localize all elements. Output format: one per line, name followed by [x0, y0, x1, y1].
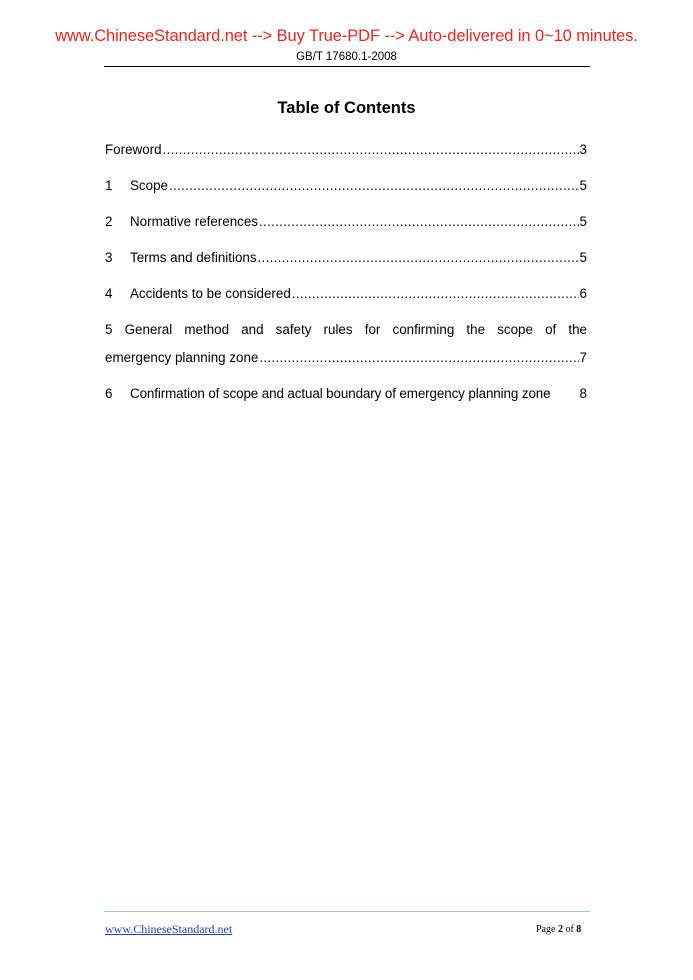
toc-word: the [466, 322, 486, 337]
toc-entry-label: Foreword [105, 142, 162, 157]
dot-leader [163, 142, 579, 157]
toc-word: scope [497, 322, 533, 337]
toc-entry-label: Normative references [130, 214, 259, 229]
footer-website-link[interactable]: www.ChineseStandard.net [105, 922, 233, 936]
toc-entry-page: 7 [579, 350, 587, 365]
toc-entry-number: 5 [105, 322, 113, 337]
toc-entry-normative-references[interactable] [105, 214, 587, 232]
toc-title: Table of Contents [277, 99, 416, 117]
toc-entry-line-1 [105, 322, 587, 340]
toc-word: the [568, 322, 587, 337]
page-total: 8 [576, 924, 582, 935]
toc-word: General [124, 322, 173, 337]
toc-word: for [364, 322, 381, 337]
toc-word: rules [323, 322, 353, 337]
promo-banner-link[interactable]: www.ChineseStandard.net --> Buy True-PDF --> Auto-delivered in 0~10 minutes. [55, 27, 638, 45]
toc-entry-label: Confirmation of scope and actual boundary of emergency planning zone [130, 386, 551, 401]
header-divider [104, 66, 590, 67]
page-prefix: Page [536, 924, 556, 935]
toc-entry-number: 1 [105, 178, 113, 193]
toc-entry-page: 8 [579, 386, 587, 401]
toc-entry-label: Accidents to be considered [130, 286, 291, 301]
toc-entry-terms-and-definitions[interactable] [105, 250, 587, 268]
toc-word: of [545, 322, 557, 337]
toc-word: and [241, 322, 264, 337]
dot-leader [258, 250, 579, 265]
document-code: GB/T 17680.1-2008 [296, 51, 397, 63]
page-of: of [565, 924, 574, 935]
toc-entry-label: emergency planning zone [105, 350, 259, 365]
page-current: 2 [557, 924, 563, 935]
toc-entry-label: Scope [130, 178, 168, 193]
toc-entry-page: 3 [579, 142, 587, 157]
toc-entry-scope[interactable] [105, 178, 587, 196]
page-number [536, 924, 581, 935]
toc-entry-number: 2 [105, 214, 113, 229]
toc-word: confirming [392, 322, 455, 337]
toc-entry-number: 3 [105, 250, 113, 265]
toc-entry-number: 6 [105, 386, 113, 401]
toc-entry-confirmation-of-scope[interactable] [105, 386, 587, 404]
toc-entry-page: 5 [579, 250, 587, 265]
toc-word: method [184, 322, 230, 337]
toc-entry-accidents[interactable] [105, 286, 587, 304]
toc-entry-foreword[interactable] [105, 142, 587, 160]
dot-leader [259, 350, 578, 365]
toc-entry-number: 4 [105, 286, 113, 301]
dot-leader [259, 214, 579, 229]
toc-entry-line-2 [105, 350, 587, 368]
toc-entry-page: 5 [579, 178, 587, 193]
toc-entry-label: Terms and definitions [130, 250, 257, 265]
toc-word: safety [275, 322, 312, 337]
toc-entry-page: 5 [579, 214, 587, 229]
toc-entry-page: 6 [579, 286, 587, 301]
dot-leader [169, 178, 579, 193]
footer-divider [104, 911, 590, 912]
dot-leader [292, 286, 579, 301]
